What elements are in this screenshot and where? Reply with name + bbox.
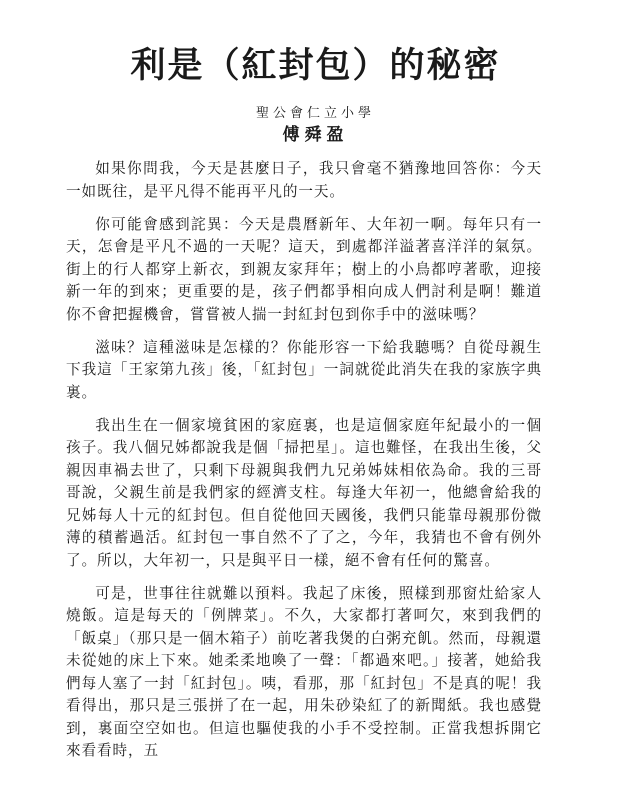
paragraph: 我出生在一個家境貧困的家庭裏，也是這個家庭年紀最小的一個孩子。我八個兄姊都說我是個「掃把星」。這也難怪，在我出生後，父親因車禍去世了，只剩下母親與我們九兄弟姊妹相依為命。我的三哥哥說，父親生前是我們家的經濟支柱。每逢大年初一，他總會給我的兄姊每人十元的紅封包。但自從他回天國後，我們只能靠母親那份微薄的積蓄過活。紅封包一事自然不了了之，今年，我猜也不會有例外了。所以，大年初一，只是與平日一樣，絕不會有任何的驚喜。 [66, 416, 542, 569]
paragraph: 滋味？這種滋味是怎樣的？你能形容一下給我聽嗎？自從母親生下我這「王家第九孩」後，「紅封包」一詞就從此消失在我的家族字典裏。 [66, 338, 542, 401]
article-body [66, 158, 542, 773]
paragraph: 可是，世事往往就難以預料。我起了床後，照樣到那窗灶給家人燒飯。這是每天的「例牌菜」。不久，大家都打著呵欠，來到我們的「飯桌」（那只是一個木箱子）前吃著我煲的白粥充飢。然而，母親還未從她的床上下來。她柔柔地喚了一聲：「都過來吧。」接著，她給我們每人塞了一封「紅封包」。咦，看那，那「紅封包」不是真的呢！我看得出，那只是三張拼了在一起，用朱砂染紅了的新聞紙。我也感覺到，裏面空空如也。但這也驅使我的小手不受控制。正當我想拆開它來看看時，五 [66, 584, 542, 759]
author-name: 傅舜盈 [282, 125, 349, 145]
paragraph: 如果你問我，今天是甚麼日子，我只會毫不猶豫地回答你：今天一如既往，是平凡得不能再平凡的一天。 [66, 160, 542, 200]
article-title: 利是（紅封包）的秘密 [130, 45, 501, 86]
paragraph: 你可能會感到詫異：今天是農曆新年、大年初一啊。每年只有一天，怎會是平凡不過的一天呢？這天，到處都洋溢著喜洋洋的氣氛。街上的行人都穿上新衣，到親友家拜年；樹上的小鳥都哼著歌，迎接新一年的到來；更重要的是，孩子們都爭相向成人們討利是啊！難道你不會把握機會，嘗嘗被人揣一封紅封包到你手中的滋味嗎？ [66, 215, 542, 323]
school-name: 聖公會仁立小學 [255, 106, 375, 121]
